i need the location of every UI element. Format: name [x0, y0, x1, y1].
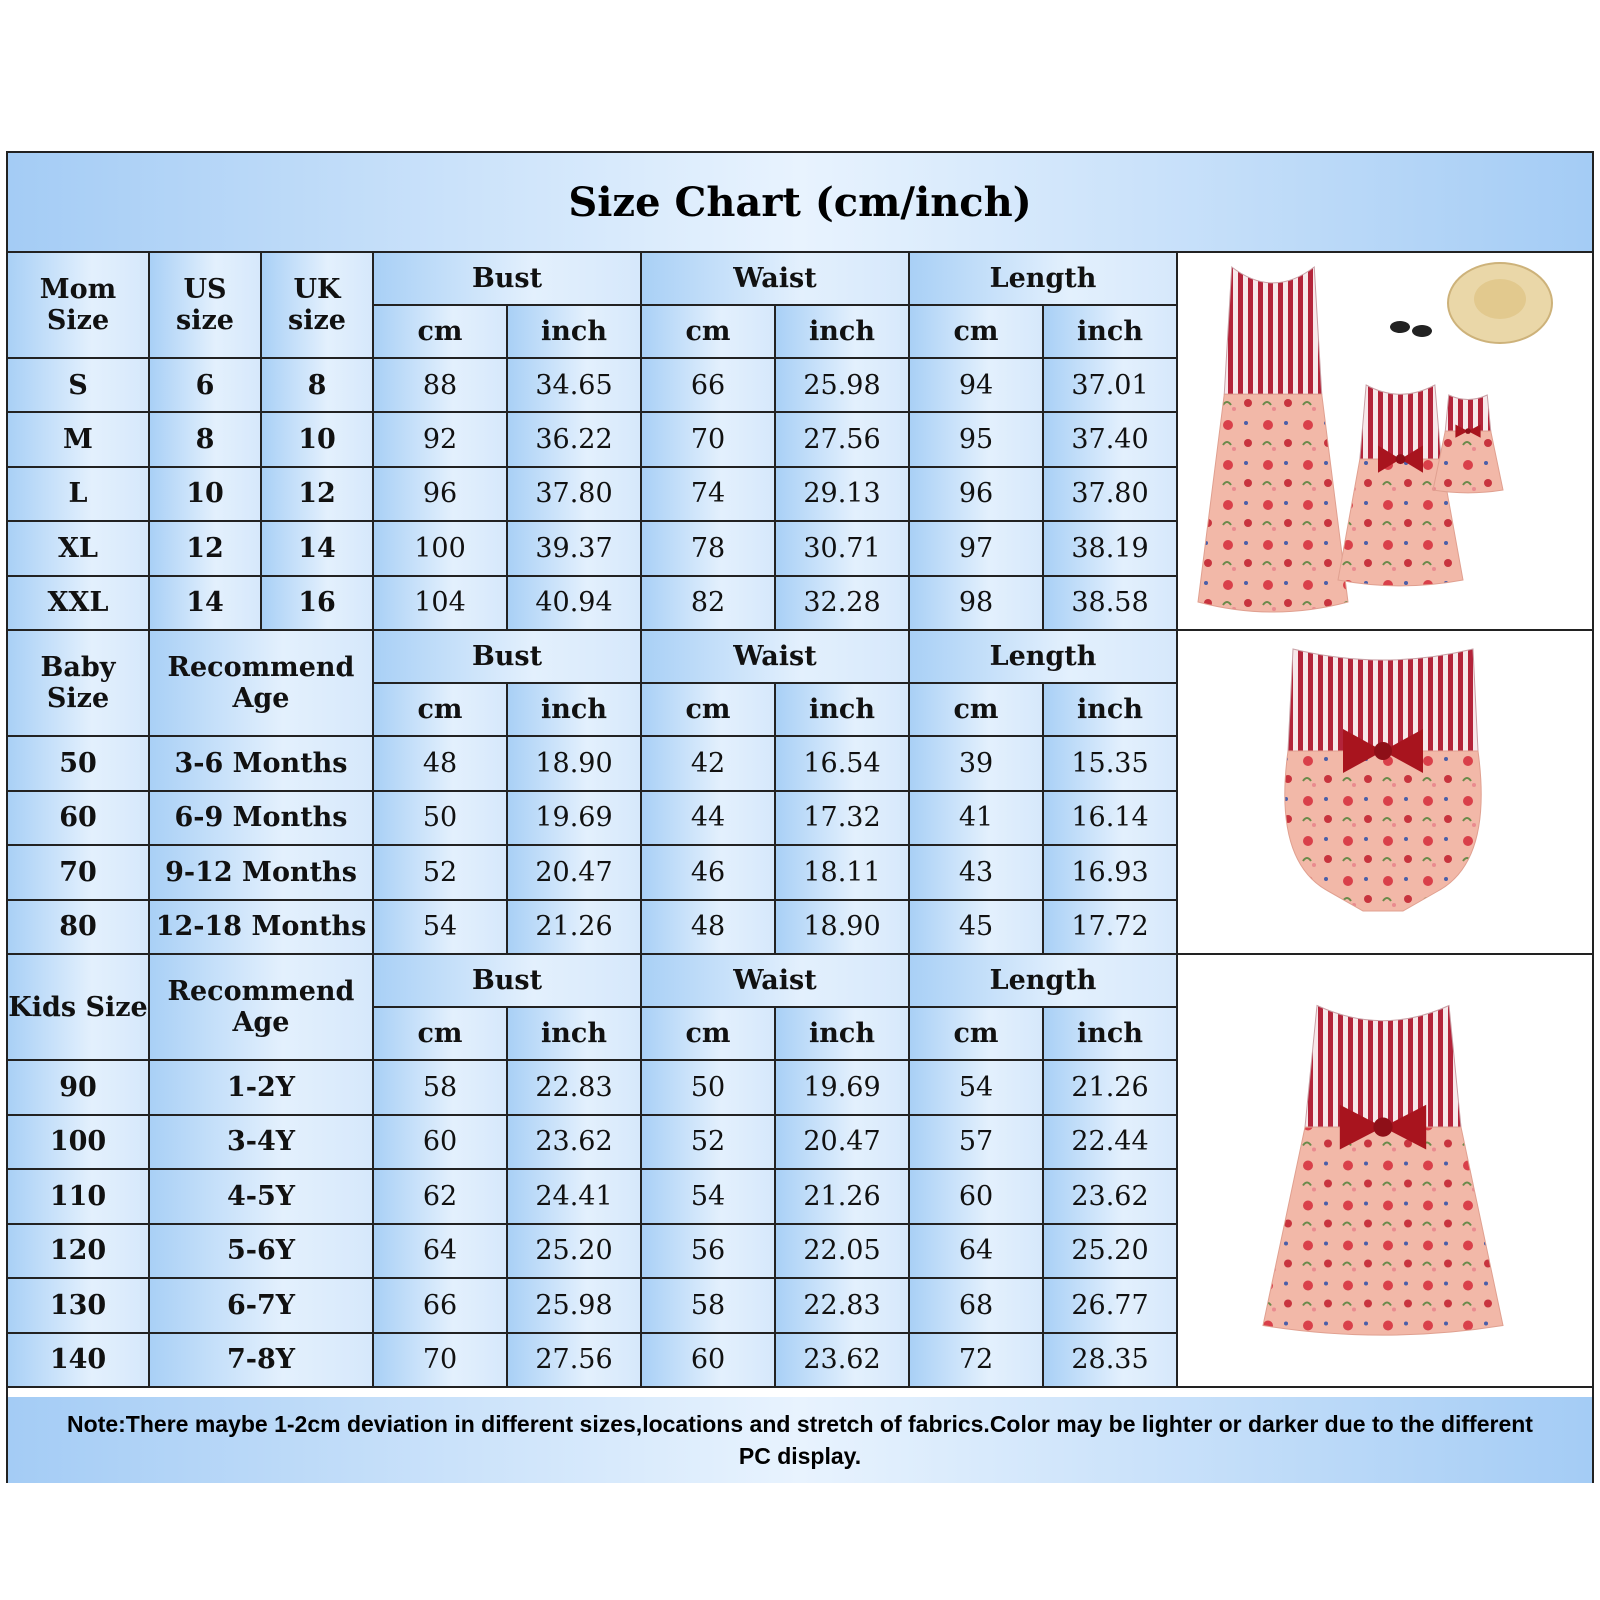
- mom-cell: 32.28: [776, 577, 910, 631]
- kids-length-header: Length: [910, 955, 1178, 1008]
- kids-age-header: Recommend Age: [150, 955, 374, 1061]
- kids-cell: 60: [910, 1170, 1044, 1225]
- baby-cell: 39: [910, 737, 1044, 792]
- kids-product-image: [1178, 955, 1592, 1388]
- mom-cell: 29.13: [776, 468, 910, 522]
- mom-bust-header: Bust: [374, 253, 642, 306]
- mom-cell: 97: [910, 522, 1044, 576]
- baby-cm-header: cm: [910, 684, 1044, 737]
- mom-cell: 92: [374, 413, 508, 467]
- kids-cell: 62: [374, 1170, 508, 1225]
- baby-cell: 50: [8, 737, 150, 792]
- baby-cell: 15.35: [1044, 737, 1178, 792]
- baby-cell: 41: [910, 792, 1044, 847]
- baby-cell: 16.54: [776, 737, 910, 792]
- mom-cell: 30.71: [776, 522, 910, 576]
- baby-age-header: Recommend Age: [150, 631, 374, 737]
- kids-cell: 54: [642, 1170, 776, 1225]
- mom-cm-header: cm: [910, 306, 1044, 359]
- baby-waist-header: Waist: [642, 631, 910, 684]
- mom-cell: 36.22: [508, 413, 642, 467]
- kids-cell: 22.05: [776, 1225, 910, 1280]
- chart-title: Size Chart (cm/inch): [8, 153, 1592, 253]
- baby-cell: 17.72: [1044, 901, 1178, 956]
- mom-cell: 74: [642, 468, 776, 522]
- kids-cell: 100: [8, 1116, 150, 1171]
- kids-cell: 4-5Y: [150, 1170, 374, 1225]
- mom-cell: 37.40: [1044, 413, 1178, 467]
- kids-cell: 64: [910, 1225, 1044, 1280]
- kids-cell: 25.20: [1044, 1225, 1178, 1280]
- kids-cell: 54: [910, 1061, 1044, 1116]
- kids-cell: 25.20: [508, 1225, 642, 1280]
- sunglasses-icon: [1390, 321, 1432, 337]
- baby-cell: 70: [8, 846, 150, 901]
- note-text: Note:There maybe 1-2cm deviation in different sizes,locations and stretch of fabrics.Color may be lighter or darker due to the different PC display.: [8, 1397, 1592, 1483]
- kids-bust-header: Bust: [374, 955, 642, 1008]
- kids-cell: 21.26: [776, 1170, 910, 1225]
- baby-cell: 48: [642, 901, 776, 956]
- baby-cell: 44: [642, 792, 776, 847]
- baby-cell: 12-18 Months: [150, 901, 374, 956]
- kids-cell: 60: [374, 1116, 508, 1171]
- kids-cell: 7-8Y: [150, 1334, 374, 1389]
- mom-us-header: US size: [150, 253, 262, 359]
- baby-inch-header: inch: [1044, 684, 1178, 737]
- mom-cell: 40.94: [508, 577, 642, 631]
- kids-cell: 23.62: [508, 1116, 642, 1171]
- mom-cell: XL: [8, 522, 150, 576]
- mom-cell: 27.56: [776, 413, 910, 467]
- baby-cell: 50: [374, 792, 508, 847]
- baby-size-header: Baby Size: [8, 631, 150, 737]
- mom-cell: 95: [910, 413, 1044, 467]
- mom-cell: 14: [150, 577, 262, 631]
- mom-cell: 12: [262, 468, 374, 522]
- kids-waist-header: Waist: [642, 955, 910, 1008]
- mom-cell: 37.01: [1044, 359, 1178, 413]
- mom-cell: 104: [374, 577, 508, 631]
- kids-cell: 23.62: [776, 1334, 910, 1389]
- baby-cell: 3-6 Months: [150, 737, 374, 792]
- baby-cell: 20.47: [508, 846, 642, 901]
- mom-cell: 100: [374, 522, 508, 576]
- kids-inch-header: inch: [508, 1008, 642, 1061]
- kids-cell: 22.44: [1044, 1116, 1178, 1171]
- kids-cell: 25.98: [508, 1279, 642, 1334]
- mom-cell: 88: [374, 359, 508, 413]
- mom-cell: 16: [262, 577, 374, 631]
- baby-cell: 45: [910, 901, 1044, 956]
- mom-cell: 66: [642, 359, 776, 413]
- kids-cell: 60: [642, 1334, 776, 1389]
- baby-cell: 18.90: [508, 737, 642, 792]
- baby-cell: 46: [642, 846, 776, 901]
- kids-cell: 27.56: [508, 1334, 642, 1389]
- baby-product-image: [1178, 631, 1592, 955]
- mom-cell: 37.80: [508, 468, 642, 522]
- mom-length-header: Length: [910, 253, 1178, 306]
- mom-cell: XXL: [8, 577, 150, 631]
- mom-cell: 6: [150, 359, 262, 413]
- mom-cell: 94: [910, 359, 1044, 413]
- mom-product-image: [1178, 253, 1592, 631]
- mom-cm-header: cm: [374, 306, 508, 359]
- baby-romper-image: [1433, 395, 1503, 493]
- mom-cell: 10: [262, 413, 374, 467]
- kids-cell: 6-7Y: [150, 1279, 374, 1334]
- mom-inch-header: inch: [776, 306, 910, 359]
- mom-cell: L: [8, 468, 150, 522]
- kids-cell: 64: [374, 1225, 508, 1280]
- mom-size-header: Mom Size: [8, 253, 150, 359]
- kids-cell: 66: [374, 1279, 508, 1334]
- kids-cell: 90: [8, 1061, 150, 1116]
- kids-cell: 68: [910, 1279, 1044, 1334]
- mom-cell: S: [8, 359, 150, 413]
- kids-dress-image: [1263, 1006, 1503, 1336]
- mom-cell: 70: [642, 413, 776, 467]
- baby-cell: 6-9 Months: [150, 792, 374, 847]
- kids-cell: 19.69: [776, 1061, 910, 1116]
- kids-cell: 140: [8, 1334, 150, 1389]
- kids-cell: 52: [642, 1116, 776, 1171]
- kids-cell: 57: [910, 1116, 1044, 1171]
- kids-inch-header: inch: [1044, 1008, 1178, 1061]
- baby-cell: 9-12 Months: [150, 846, 374, 901]
- baby-cell: 54: [374, 901, 508, 956]
- kids-cell: 3-4Y: [150, 1116, 374, 1171]
- mom-cell: 78: [642, 522, 776, 576]
- baby-romper-image: [1285, 649, 1481, 911]
- mom-cell: 96: [910, 468, 1044, 522]
- mom-cell: 37.80: [1044, 468, 1178, 522]
- kids-cell: 5-6Y: [150, 1225, 374, 1280]
- baby-cell: 16.93: [1044, 846, 1178, 901]
- kids-inch-header: inch: [776, 1008, 910, 1061]
- mom-inch-header: inch: [508, 306, 642, 359]
- mom-cell: 38.58: [1044, 577, 1178, 631]
- kids-cm-header: cm: [642, 1008, 776, 1061]
- mom-cell: 10: [150, 468, 262, 522]
- mom-cell: 25.98: [776, 359, 910, 413]
- kids-cell: 22.83: [776, 1279, 910, 1334]
- kids-cell: 20.47: [776, 1116, 910, 1171]
- baby-inch-header: inch: [508, 684, 642, 737]
- mom-cell: 82: [642, 577, 776, 631]
- baby-cell: 18.11: [776, 846, 910, 901]
- baby-cell: 19.69: [508, 792, 642, 847]
- mom-cell: 39.37: [508, 522, 642, 576]
- baby-cell: 18.90: [776, 901, 910, 956]
- mom-dress-image: [1198, 267, 1348, 612]
- baby-inch-header: inch: [776, 684, 910, 737]
- mom-cell: M: [8, 413, 150, 467]
- mom-inch-header: inch: [1044, 306, 1178, 359]
- mom-cell: 34.65: [508, 359, 642, 413]
- kids-cell: 26.77: [1044, 1279, 1178, 1334]
- size-chart: [6, 151, 1594, 1483]
- baby-cm-header: cm: [374, 684, 508, 737]
- mom-uk-header: UK size: [262, 253, 374, 359]
- baby-bust-header: Bust: [374, 631, 642, 684]
- mom-cell: 8: [150, 413, 262, 467]
- baby-length-header: Length: [910, 631, 1178, 684]
- mom-cell: 98: [910, 577, 1044, 631]
- mom-cell: 38.19: [1044, 522, 1178, 576]
- kids-cell: 56: [642, 1225, 776, 1280]
- kids-cm-header: cm: [374, 1008, 508, 1061]
- kids-size-header: Kids Size: [8, 955, 150, 1061]
- mom-cell: 12: [150, 522, 262, 576]
- kids-cell: 24.41: [508, 1170, 642, 1225]
- kids-cell: 50: [642, 1061, 776, 1116]
- kids-cell: 23.62: [1044, 1170, 1178, 1225]
- mom-cell: 8: [262, 359, 374, 413]
- kids-cm-header: cm: [910, 1008, 1044, 1061]
- kids-cell: 110: [8, 1170, 150, 1225]
- baby-cell: 48: [374, 737, 508, 792]
- kids-cell: 72: [910, 1334, 1044, 1389]
- mom-cell: 96: [374, 468, 508, 522]
- baby-cell: 16.14: [1044, 792, 1178, 847]
- kids-cell: 120: [8, 1225, 150, 1280]
- baby-cell: 80: [8, 901, 150, 956]
- baby-cell: 43: [910, 846, 1044, 901]
- mom-cell: 14: [262, 522, 374, 576]
- baby-cell: 17.32: [776, 792, 910, 847]
- kids-cell: 1-2Y: [150, 1061, 374, 1116]
- kids-cell: 70: [374, 1334, 508, 1389]
- kids-cell: 28.35: [1044, 1334, 1178, 1389]
- kids-cell: 22.83: [508, 1061, 642, 1116]
- baby-cell: 21.26: [508, 901, 642, 956]
- mom-waist-header: Waist: [642, 253, 910, 306]
- kids-cell: 58: [642, 1279, 776, 1334]
- baby-cm-header: cm: [642, 684, 776, 737]
- baby-cell: 52: [374, 846, 508, 901]
- kids-cell: 21.26: [1044, 1061, 1178, 1116]
- kids-cell: 130: [8, 1279, 150, 1334]
- kids-cell: 58: [374, 1061, 508, 1116]
- straw-hat-icon: [1448, 263, 1552, 343]
- baby-cell: 60: [8, 792, 150, 847]
- mom-cm-header: cm: [642, 306, 776, 359]
- baby-cell: 42: [642, 737, 776, 792]
